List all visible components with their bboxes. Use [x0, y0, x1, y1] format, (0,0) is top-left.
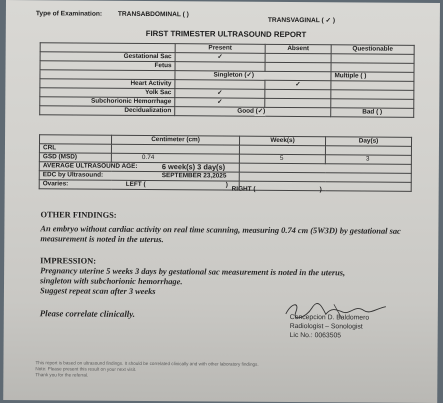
- impression-heading: IMPRESSION:: [40, 256, 97, 266]
- edc-label: EDC by Ultrasound:: [42, 171, 104, 179]
- exam-transabdominal: TRANSABDOMINAL ( ): [117, 10, 189, 19]
- check-icon: ✓: [265, 80, 331, 89]
- ovary-right: RIGHT (: [231, 185, 256, 193]
- row-label: Yolk Sac: [40, 88, 175, 98]
- gsd-cm-value: 0.74: [111, 153, 239, 163]
- impression-line-3: Suggest repeat scan after 3 weeks: [39, 286, 156, 297]
- ovary-left: LEFT (: [125, 180, 146, 188]
- singleton-field: Singleton (✓): [175, 71, 331, 81]
- average-age-label: AVERAGE ULTRASOUND AGE:: [42, 162, 138, 170]
- measure-header-days: Day(s): [325, 137, 411, 147]
- signatory-role: Radiologist – Sonologist: [289, 322, 363, 331]
- other-findings-heading: OTHER FINDINGS:: [40, 210, 117, 220]
- check-icon: ✓: [175, 53, 265, 63]
- exam-transvaginal: TRANSVAGINAL ( ✓ ): [267, 16, 336, 25]
- measure-row-ovaries: [39, 180, 411, 192]
- row-label: Subchorionic Hemorrhage: [40, 97, 175, 107]
- measure-header-cm: Centimeter (cm): [111, 135, 239, 145]
- footer-line-3: Thank you for the referral.: [35, 372, 89, 378]
- footer-line-2: Note: Please present this result on your next visit.: [35, 366, 137, 372]
- footer-line-1: This report is based on ultrasound findings. It should be correlated clinically and with other laboratory findings.: [35, 360, 259, 367]
- exam-type-label: Type of Examination:: [35, 10, 103, 18]
- row-label: GSD (MSD): [39, 153, 111, 163]
- average-age-value: 6 week(s) 3 day(s): [161, 162, 226, 172]
- signatory-license: Lic No.: 0063505: [289, 331, 342, 340]
- findings-row-decidualization: [40, 106, 414, 118]
- other-findings-text: An embryo without cardiac activity on real time scanning, measuring 0.74 cm (5W3D) by gestational sac measurement is noted in the uterus.: [40, 224, 401, 245]
- multiple-field: Multiple ( ): [331, 72, 414, 82]
- row-label: Heart Activity: [40, 79, 175, 89]
- impression-line-2: singleton with subchorionic hemorrhage.: [40, 276, 183, 287]
- edc-value: SEPTEMBER 23,2025: [161, 172, 227, 180]
- measurement-table: [39, 134, 412, 192]
- correlate-text: Please correlate clinically.: [39, 308, 136, 319]
- decidualization-bad: Bad ( ): [331, 108, 414, 118]
- check-icon: ✓: [175, 98, 265, 108]
- row-label: Fetus: [40, 61, 175, 71]
- impression-line-1: Pregnancy uterine 5 weeks 3 days by gestational sac measurement is noted in the uterus,: [40, 266, 346, 278]
- decidualization-good: Good (✓): [175, 107, 331, 117]
- report-paper: [3, 0, 440, 403]
- ovaries-label: Ovaries:: [42, 180, 69, 188]
- ovaries-cell: Ovaries: LEFT ( ): [39, 180, 239, 190]
- row-label: Decidualization: [40, 106, 175, 116]
- report-title: FIRST TRIMESTER ULTRASOUND REPORT: [145, 28, 307, 40]
- row-label: CRL: [39, 144, 111, 154]
- signatory-name: Concepcion D. Baldomero: [289, 313, 370, 322]
- gsd-weeks-value: 5: [239, 154, 325, 164]
- gsd-days-value: 3: [325, 155, 411, 165]
- measure-header-weeks: Week(s): [239, 136, 325, 146]
- findings-header-questionable: Questionable: [331, 45, 414, 55]
- check-icon: ✓: [175, 89, 265, 99]
- ovaries-right-cell: RIGHT ( ): [239, 181, 411, 191]
- findings-header-present: Present: [175, 44, 265, 54]
- row-label: Gestational Sac: [40, 52, 175, 62]
- findings-header-absent: Absent: [265, 44, 331, 53]
- findings-table: [39, 42, 415, 118]
